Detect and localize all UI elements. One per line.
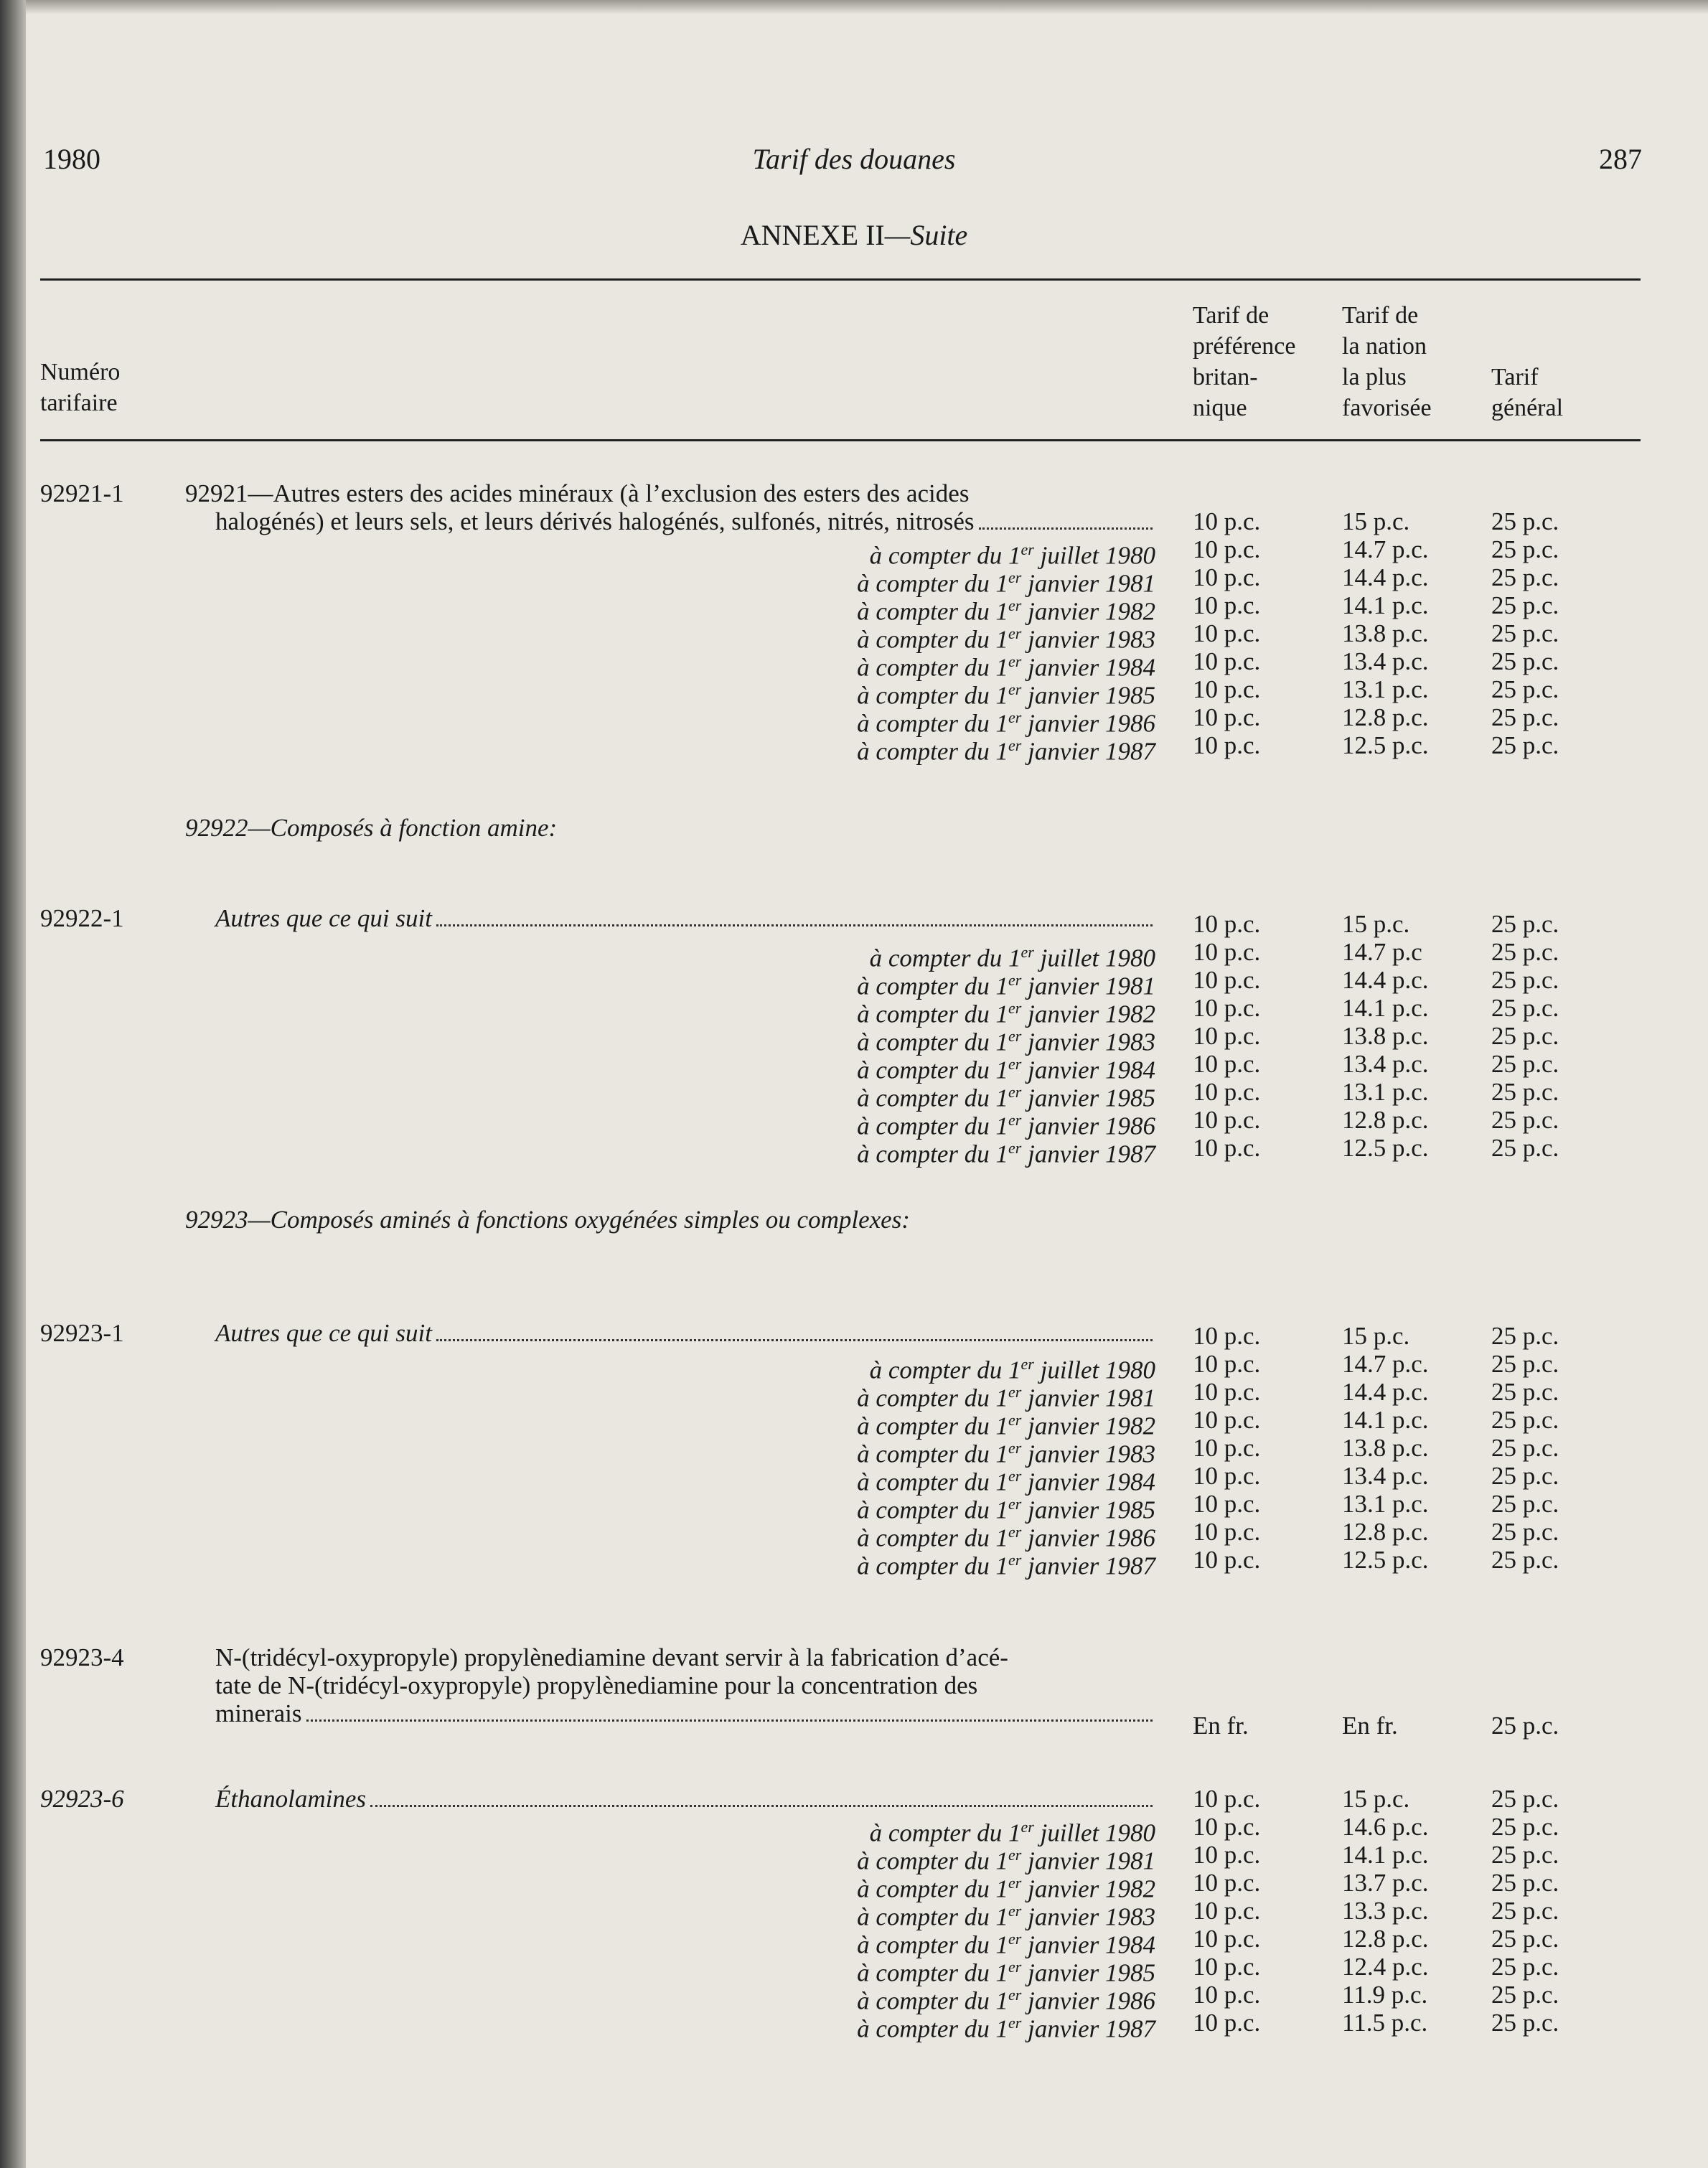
header-year: 1980 bbox=[43, 143, 100, 175]
entry-description bbox=[215, 1319, 1157, 1348]
rate-general: 25 p.c. bbox=[1491, 1785, 1559, 1813]
page-top-shadow bbox=[0, 0, 1708, 14]
rate-most-favoured-nation: 13.1 p.c. bbox=[1342, 675, 1429, 703]
rate-general: 25 p.c. bbox=[1491, 731, 1559, 759]
rate-most-favoured-nation: 14.4 p.c. bbox=[1342, 966, 1429, 994]
rate-british-preference: 10 p.c. bbox=[1193, 1841, 1261, 1869]
rate-most-favoured-nation: 15 p.c. bbox=[1342, 1322, 1410, 1350]
staging-date: à compter du 1er juillet 1980 bbox=[869, 1355, 1155, 1384]
rate-british-preference: 10 p.c. bbox=[1193, 1546, 1261, 1574]
table-top-rule bbox=[40, 278, 1641, 281]
staging-date: à compter du 1er janvier 1981 bbox=[857, 1846, 1155, 1875]
staging-date: à compter du 1er janvier 1984 bbox=[857, 652, 1155, 682]
rate-general: 25 p.c. bbox=[1491, 2009, 1559, 2037]
rate-british-preference: 10 p.c. bbox=[1193, 1050, 1261, 1078]
table-header-rule bbox=[40, 439, 1641, 441]
rate-most-favoured-nation: 15 p.c. bbox=[1342, 507, 1410, 535]
staging-date: à compter du 1er janvier 1981 bbox=[857, 1383, 1155, 1412]
rate-british-preference: 10 p.c. bbox=[1193, 563, 1261, 591]
rate-most-favoured-nation: 13.4 p.c. bbox=[1342, 1462, 1429, 1490]
rate-british-preference: 10 p.c. bbox=[1193, 1350, 1261, 1378]
rate-most-favoured-nation: 14.7 p.c. bbox=[1342, 535, 1429, 563]
staging-date: à compter du 1er janvier 1986 bbox=[857, 1986, 1155, 2015]
staging-date: à compter du 1er janvier 1984 bbox=[857, 1467, 1155, 1496]
rate-general: 25 p.c. bbox=[1491, 591, 1559, 619]
rate-british-preference: 10 p.c. bbox=[1193, 1869, 1261, 1897]
tariff-number: 92923-4 bbox=[40, 1643, 124, 1671]
book-binding bbox=[0, 0, 26, 2168]
rate-general: 25 p.c. bbox=[1491, 1981, 1559, 2009]
entry-description: 92921—Autres esters des acides minéraux (à l’exclusion des esters des acides bbox=[185, 479, 970, 507]
rate-most-favoured-nation: 14.7 p.c bbox=[1342, 938, 1422, 966]
rate-general: 25 p.c. bbox=[1491, 1490, 1559, 1518]
rate-general: 25 p.c. bbox=[1491, 1050, 1559, 1078]
rate-british-preference: 10 p.c. bbox=[1193, 1406, 1261, 1434]
tariff-number: 92921-1 bbox=[40, 479, 124, 507]
rate-general: 25 p.c. bbox=[1491, 1350, 1559, 1378]
rate-most-favoured-nation: 13.4 p.c. bbox=[1342, 647, 1429, 675]
staging-date: à compter du 1er janvier 1981 bbox=[857, 568, 1155, 598]
section-heading: 92923—Composés aminés à fonctions oxygénées simples ou complexes: bbox=[185, 1206, 910, 1234]
rate-most-favoured-nation: 14.1 p.c. bbox=[1342, 1841, 1429, 1869]
rate-british-preference: 10 p.c. bbox=[1193, 1785, 1261, 1813]
rate-most-favoured-nation: 13.3 p.c. bbox=[1342, 1897, 1429, 1925]
rate-most-favoured-nation: 13.7 p.c. bbox=[1342, 1869, 1429, 1897]
rate-british-preference: 10 p.c. bbox=[1193, 1134, 1261, 1162]
rate-general: 25 p.c. bbox=[1491, 1897, 1559, 1925]
rate-general: 25 p.c. bbox=[1491, 1434, 1559, 1462]
tariff-number: 92923-1 bbox=[40, 1319, 124, 1347]
rate-british-preference: En fr. bbox=[1193, 1712, 1249, 1740]
tariff-number: 92922-1 bbox=[40, 904, 124, 932]
entry-description-cont-text: halogénés) et leurs sels, et leurs dérivés halogénés, sulfonés, nitrés, nitrosés bbox=[215, 507, 975, 535]
rate-most-favoured-nation: 14.4 p.c. bbox=[1342, 563, 1429, 591]
rate-british-preference: 10 p.c. bbox=[1193, 910, 1261, 938]
rate-british-preference: 10 p.c. bbox=[1193, 647, 1261, 675]
rate-most-favoured-nation: 14.1 p.c. bbox=[1342, 1406, 1429, 1434]
staging-date: à compter du 1er janvier 1981 bbox=[857, 971, 1155, 1000]
column-header-general: Tarif général bbox=[1491, 364, 1564, 421]
rate-general: 25 p.c. bbox=[1491, 1406, 1559, 1434]
dot-leader bbox=[306, 1719, 1153, 1722]
rate-british-preference: 10 p.c. bbox=[1193, 1813, 1261, 1841]
rate-most-favoured-nation: 14.4 p.c. bbox=[1342, 1378, 1429, 1406]
rate-british-preference: 10 p.c. bbox=[1193, 966, 1261, 994]
rate-general: 25 p.c. bbox=[1491, 1841, 1559, 1869]
rate-british-preference: 10 p.c. bbox=[1193, 1953, 1261, 1981]
page-number: 287 bbox=[1599, 143, 1642, 175]
rate-british-preference: 10 p.c. bbox=[1193, 731, 1261, 759]
staging-date: à compter du 1er juillet 1980 bbox=[869, 943, 1155, 972]
rate-british-preference: 10 p.c. bbox=[1193, 1378, 1261, 1406]
rate-british-preference: 10 p.c. bbox=[1193, 703, 1261, 731]
rate-general: 25 p.c. bbox=[1491, 703, 1559, 731]
rate-most-favoured-nation: 15 p.c. bbox=[1342, 1785, 1410, 1813]
rate-most-favoured-nation: 14.6 p.c. bbox=[1342, 1813, 1429, 1841]
rate-general: 25 p.c. bbox=[1491, 938, 1559, 966]
staging-date: à compter du 1er janvier 1985 bbox=[857, 1083, 1155, 1112]
rate-general: 25 p.c. bbox=[1491, 1518, 1559, 1546]
rate-british-preference: 10 p.c. bbox=[1193, 1078, 1261, 1106]
rate-british-preference: 10 p.c. bbox=[1193, 1897, 1261, 1925]
rate-general: 25 p.c. bbox=[1491, 1462, 1559, 1490]
section-heading: 92922—Composés à fonction amine: bbox=[185, 814, 558, 842]
staging-date: à compter du 1er janvier 1986 bbox=[857, 1111, 1155, 1140]
entry-description-text: Éthanolamines bbox=[215, 1785, 366, 1813]
staging-date: à compter du 1er janvier 1985 bbox=[857, 680, 1155, 710]
staging-date: à compter du 1er janvier 1984 bbox=[857, 1055, 1155, 1084]
rate-most-favoured-nation: 15 p.c. bbox=[1342, 910, 1410, 938]
rate-most-favoured-nation: 12.8 p.c. bbox=[1342, 1925, 1429, 1953]
rate-general: 25 p.c. bbox=[1491, 1925, 1559, 1953]
rate-most-favoured-nation: 12.5 p.c. bbox=[1342, 1134, 1429, 1162]
rate-british-preference: 10 p.c. bbox=[1193, 619, 1261, 647]
dot-leader bbox=[370, 1805, 1153, 1807]
rate-british-preference: 10 p.c. bbox=[1193, 1022, 1261, 1050]
rate-general: 25 p.c. bbox=[1491, 1022, 1559, 1050]
entry-description-cont: tate de N-(tridécyl-oxypropyle) propylènediamine pour la concentration des bbox=[215, 1671, 978, 1699]
entry-description bbox=[215, 1785, 1157, 1813]
rate-british-preference: 10 p.c. bbox=[1193, 535, 1261, 563]
rate-most-favoured-nation: 12.4 p.c. bbox=[1342, 1953, 1429, 1981]
rate-general: 25 p.c. bbox=[1491, 675, 1559, 703]
rate-british-preference: 10 p.c. bbox=[1193, 507, 1261, 535]
rate-general: 25 p.c. bbox=[1491, 1869, 1559, 1897]
entry-description-cont-text: minerais bbox=[215, 1699, 302, 1727]
staging-date: à compter du 1er juillet 1980 bbox=[869, 1818, 1155, 1847]
rate-most-favoured-nation: 12.8 p.c. bbox=[1342, 1518, 1429, 1546]
rate-general: 25 p.c. bbox=[1491, 966, 1559, 994]
rate-most-favoured-nation: 14.7 p.c. bbox=[1342, 1350, 1429, 1378]
rate-most-favoured-nation: 11.9 p.c. bbox=[1342, 1981, 1428, 2009]
rate-most-favoured-nation: 13.1 p.c. bbox=[1342, 1490, 1429, 1518]
rate-general: 25 p.c. bbox=[1491, 1813, 1559, 1841]
staging-date: à compter du 1er janvier 1987 bbox=[857, 736, 1155, 766]
rate-british-preference: 10 p.c. bbox=[1193, 1490, 1261, 1518]
rate-most-favoured-nation: 11.5 p.c. bbox=[1342, 2009, 1428, 2037]
rate-british-preference: 10 p.c. bbox=[1193, 2009, 1261, 2037]
rate-most-favoured-nation: 13.8 p.c. bbox=[1342, 619, 1429, 647]
entry-description: N-(tridécyl-oxypropyle) propylènediamine devant servir à la fabrication d’acé- bbox=[215, 1643, 1008, 1671]
staging-date: à compter du 1er janvier 1982 bbox=[857, 1874, 1155, 1903]
rate-most-favoured-nation: 13.1 p.c. bbox=[1342, 1078, 1429, 1106]
header-title: Tarif des douanes bbox=[752, 143, 956, 175]
rate-british-preference: 10 p.c. bbox=[1193, 1462, 1261, 1490]
dot-leader bbox=[436, 924, 1153, 926]
staging-date: à compter du 1er janvier 1984 bbox=[857, 1930, 1155, 1959]
rate-most-favoured-nation: 14.1 p.c. bbox=[1342, 591, 1429, 619]
rate-most-favoured-nation: 12.8 p.c. bbox=[1342, 703, 1429, 731]
annex-title: ANNEXE II—Suite bbox=[740, 219, 968, 251]
tariff-number: 92923-6 bbox=[40, 1785, 124, 1813]
column-header-most-favoured-nation: Tarif de la nation la plus favorisée bbox=[1342, 302, 1432, 421]
rate-british-preference: 10 p.c. bbox=[1193, 1434, 1261, 1462]
entry-description bbox=[215, 904, 1157, 933]
dot-leader bbox=[436, 1339, 1153, 1341]
rate-general: 25 p.c. bbox=[1491, 647, 1559, 675]
rate-british-preference: 10 p.c. bbox=[1193, 1518, 1261, 1546]
rate-general: 25 p.c. bbox=[1491, 507, 1559, 535]
rate-general: 25 p.c. bbox=[1491, 910, 1559, 938]
rate-general: 25 p.c. bbox=[1491, 1378, 1559, 1406]
column-header-british-preference: Tarif de préférence britan- nique bbox=[1193, 302, 1296, 421]
rate-most-favoured-nation: 14.1 p.c. bbox=[1342, 994, 1429, 1022]
rate-british-preference: 10 p.c. bbox=[1193, 938, 1261, 966]
rate-general: 25 p.c. bbox=[1491, 563, 1559, 591]
staging-date: à compter du 1er janvier 1983 bbox=[857, 624, 1155, 654]
rate-most-favoured-nation: 12.8 p.c. bbox=[1342, 1106, 1429, 1134]
staging-date: à compter du 1er janvier 1987 bbox=[857, 1139, 1155, 1168]
column-header-number: Numéro tarifaire bbox=[40, 359, 121, 416]
rate-general: 25 p.c. bbox=[1491, 619, 1559, 647]
entry-description-cont bbox=[215, 1699, 1157, 1728]
staging-date: à compter du 1er janvier 1987 bbox=[857, 2014, 1155, 2043]
rate-british-preference: 10 p.c. bbox=[1193, 1925, 1261, 1953]
rate-british-preference: 10 p.c. bbox=[1193, 1981, 1261, 2009]
rate-general: 25 p.c. bbox=[1491, 1134, 1559, 1162]
rate-general: 25 p.c. bbox=[1491, 1953, 1559, 1981]
staging-date: à compter du 1er janvier 1986 bbox=[857, 708, 1155, 738]
rate-british-preference: 10 p.c. bbox=[1193, 675, 1261, 703]
rate-most-favoured-nation: 12.5 p.c. bbox=[1342, 731, 1429, 759]
rate-general: 25 p.c. bbox=[1491, 535, 1559, 563]
rate-general: 25 p.c. bbox=[1491, 1106, 1559, 1134]
entry-description-text: Autres que ce qui suit bbox=[215, 904, 432, 932]
staging-date: à compter du 1er janvier 1986 bbox=[857, 1523, 1155, 1552]
staging-date: à compter du 1er janvier 1985 bbox=[857, 1958, 1155, 1987]
staging-date: à compter du 1er janvier 1983 bbox=[857, 1902, 1155, 1931]
rate-most-favoured-nation: 13.8 p.c. bbox=[1342, 1022, 1429, 1050]
rate-general: 25 p.c. bbox=[1491, 1546, 1559, 1574]
rate-most-favoured-nation: En fr. bbox=[1342, 1712, 1398, 1740]
staging-date: à compter du 1er janvier 1982 bbox=[857, 999, 1155, 1028]
rate-general: 25 p.c. bbox=[1491, 1712, 1559, 1740]
rate-british-preference: 10 p.c. bbox=[1193, 1322, 1261, 1350]
entry-description-cont bbox=[215, 507, 1157, 536]
rate-most-favoured-nation: 13.8 p.c. bbox=[1342, 1434, 1429, 1462]
rate-general: 25 p.c. bbox=[1491, 1322, 1559, 1350]
staging-date: à compter du 1er janvier 1982 bbox=[857, 596, 1155, 626]
staging-date: à compter du 1er janvier 1985 bbox=[857, 1495, 1155, 1524]
staging-date: à compter du 1er juillet 1980 bbox=[869, 540, 1155, 570]
rate-general: 25 p.c. bbox=[1491, 1078, 1559, 1106]
rate-most-favoured-nation: 13.4 p.c. bbox=[1342, 1050, 1429, 1078]
staging-date: à compter du 1er janvier 1982 bbox=[857, 1411, 1155, 1440]
rate-british-preference: 10 p.c. bbox=[1193, 1106, 1261, 1134]
dot-leader bbox=[979, 527, 1153, 530]
staging-date: à compter du 1er janvier 1987 bbox=[857, 1551, 1155, 1580]
rate-british-preference: 10 p.c. bbox=[1193, 591, 1261, 619]
staging-date: à compter du 1er janvier 1983 bbox=[857, 1027, 1155, 1056]
rate-most-favoured-nation: 12.5 p.c. bbox=[1342, 1546, 1429, 1574]
rate-general: 25 p.c. bbox=[1491, 994, 1559, 1022]
entry-description-text: Autres que ce qui suit bbox=[215, 1319, 432, 1347]
staging-date: à compter du 1er janvier 1983 bbox=[857, 1439, 1155, 1468]
rate-british-preference: 10 p.c. bbox=[1193, 994, 1261, 1022]
